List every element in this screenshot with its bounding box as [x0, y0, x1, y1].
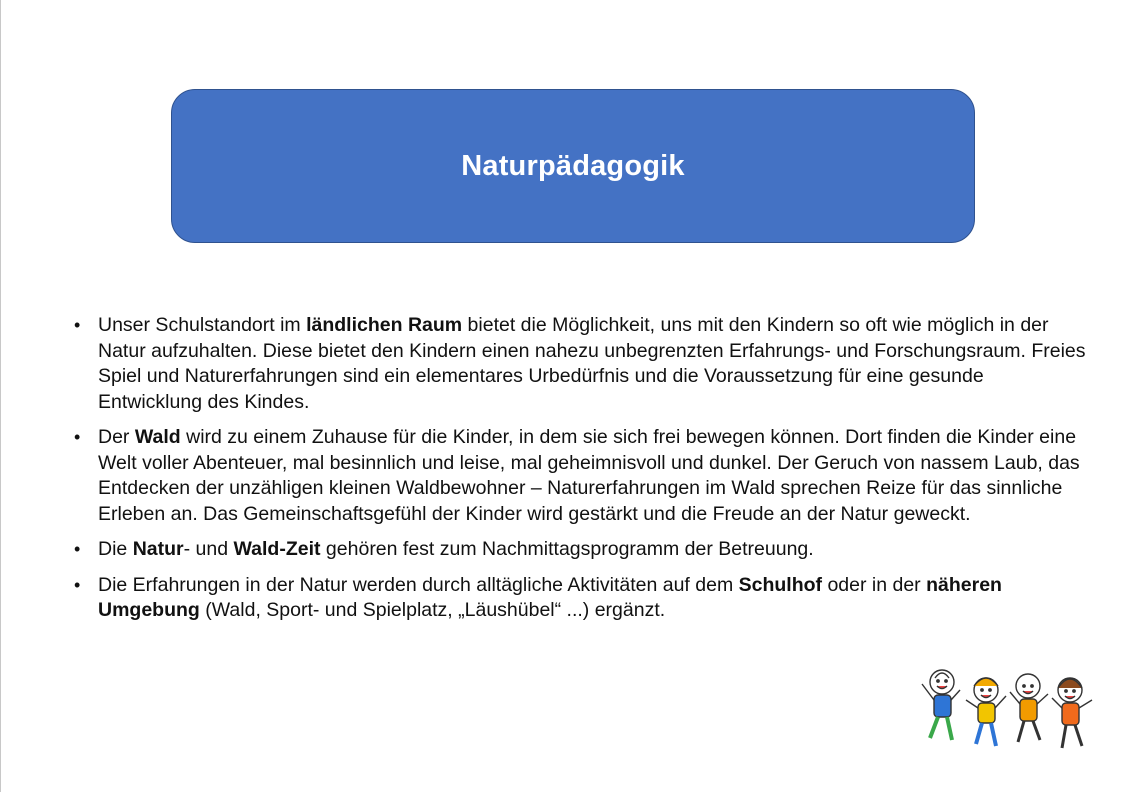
bullet-emphasis: Wald — [134, 426, 181, 448]
bullet-emphasis: Wald-Zeit — [233, 538, 321, 560]
bullet-text: Die — [98, 538, 133, 560]
bullet-emphasis: ländlichen Raum — [306, 314, 463, 336]
bullet-dot: • — [74, 574, 81, 595]
bullet-text: Der — [98, 426, 135, 448]
dancing-kids-icon — [916, 660, 1098, 760]
bullet-item — [72, 313, 1092, 415]
bullet-list — [72, 313, 1092, 634]
bullet-emphasis: Natur — [132, 538, 184, 560]
bullet-text: wird zu einem Zuhause für die Kinder, in dem sie sich frei bewegen können. Dort finden die Kinder eine Welt voller Abenteuer, mal besinnlich und leise, mal geheimnisvoll und dunkel. Der Geruch von nassem Laub, das Entdecken der unzähligen kleinen Waldbewohner – Naturerfahrungen im Wald sprechen Reize für das sinnliche Erleben an. Das Gemeinschaftsgefühl der Kinder wird gestärkt und die Freude an der Natur geweckt. — [98, 426, 1080, 525]
bullet-text: bietet die Möglichkeit, uns mit den Kindern so oft wie möglich in der Natur aufzuhalten. Diese bietet den Kindern einen nahezu unbegrenzten Erfahrungs- und Forschungsraum. Freies Spiel und Naturerfahrungen sind ein elementares Urbedürfnis und die Voraussetzung für eine gesunde Entwicklung des Kindes. — [98, 314, 1086, 413]
bullet-text: - und — [183, 538, 234, 560]
bullet-dot: • — [74, 427, 81, 447]
bullet-item — [72, 573, 1092, 624]
bullet-emphasis: Schulhof — [738, 573, 823, 596]
bullet-item — [72, 537, 1092, 563]
bullet-text: oder in der — [822, 573, 927, 596]
slide-left-edge — [0, 0, 1, 792]
slide-title: Naturpädagogik — [461, 149, 685, 182]
bullet-item — [72, 425, 1092, 527]
bullet-emphasis: näheren Umgebung — [98, 573, 1002, 621]
bullet-text: (Wald, Sport- und Spielplatz, „Läushübel“ ...) ergänzt. — [199, 599, 666, 621]
bullet-text: gehören fest zum Nachmittagsprogramm der Betreuung. — [320, 538, 814, 560]
bullet-text: Unser Schulstandort im — [98, 314, 307, 336]
title-box — [171, 89, 975, 243]
bullet-dot: • — [74, 539, 81, 559]
bullet-dot: • — [74, 315, 81, 335]
bullet-text: Die Erfahrungen in der Natur werden durch alltägliche Aktivitäten auf dem — [98, 573, 739, 596]
